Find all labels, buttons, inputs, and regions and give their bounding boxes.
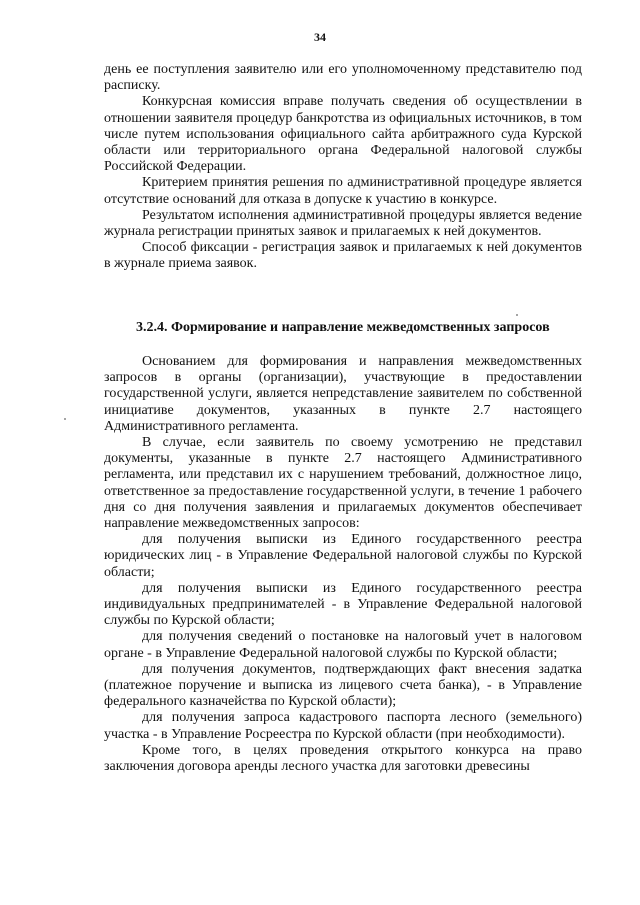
paragraph-decision-criterion: Критерием принятия решения по административной процедуре является отсутствие оснований для отказа в допуске к участию в конкурсе.: [104, 175, 582, 207]
paragraph-continuation: день ее поступления заявителю или его уполномоченному представителю под расписку.: [104, 62, 582, 94]
scan-speck: [516, 314, 518, 316]
list-item-tax-registration: для получения сведений о постановке на налоговый учет в налоговом органе - в Управление Федеральной налоговой службы по Курской области;: [104, 629, 582, 661]
paragraph-if-not-submitted: В случае, если заявитель по своему усмотрению не представил документы, указанные в пункте 2.7 настоящего Административного регламента, или представил их с нарушением требований, должностное лицо, ответственное за предоставление государственной услуги, в течение 1 рабочего дня со дня получения заявления и прилагаемых документов обеспечивает направление межведомственных запросов:: [104, 435, 582, 532]
paragraph-commission-rights: Конкурсная комиссия вправе получать сведения об осуществлении в отношении заявителя процедур банкротства из официальных источников, в том числе путем использования официального сайта арбитражного суда Курской области или территориального органа Федеральной налоговой службы Российской Федерации.: [104, 94, 582, 175]
list-item-deposit-documents: для получения документов, подтверждающих факт внесения задатка (платежное поручение и выписка из лицевого счета банка), - в Управление федерального казначейства по Курской области);: [104, 661, 582, 710]
top-text-block: [104, 62, 582, 273]
paragraph-fixation-method: Способ фиксации - регистрация заявок и прилагаемых к ней документов в журнале приема заявок.: [104, 240, 582, 272]
scan-speck: [64, 418, 66, 420]
paragraph-procedure-result: Результатом исполнения административной процедуры является ведение журнала регистрации принятых заявок и прилагаемых к ней документов.: [104, 207, 582, 240]
section-heading: 3.2.4. Формирование и направление межведомственных запросов: [136, 320, 550, 335]
list-item-legal-entities: для получения выписки из Единого государственного реестра юридических лиц - в Управление Федеральной налоговой службы по Курской области;: [104, 532, 582, 580]
body-text-block: [104, 354, 582, 775]
paragraph-additionally: Кроме того, в целях проведения открытого конкурса на право заключения договора аренды лесного участка для заготовки древесины: [104, 742, 582, 775]
page-number: 34: [314, 30, 326, 44]
list-item-entrepreneurs: для получения выписки из Единого государственного реестра индивидуальных предпринимателей - в Управление Федеральной налоговой службы по Курской области;: [104, 580, 582, 629]
list-item-cadastral-passport: для получения запроса кадастрового паспорта лесного (земельного) участка - в Управление Росреестра по Курской области (при необходимости).: [104, 710, 582, 742]
paragraph-basis: Основанием для формирования и направления межведомственных запросов в органы (организации), участвующие в предоставлении государственной услуги, является непредставление заявителем по собственной инициативе документов, указанных в пункте 2.7 настоящего Административного регламента.: [104, 354, 582, 434]
